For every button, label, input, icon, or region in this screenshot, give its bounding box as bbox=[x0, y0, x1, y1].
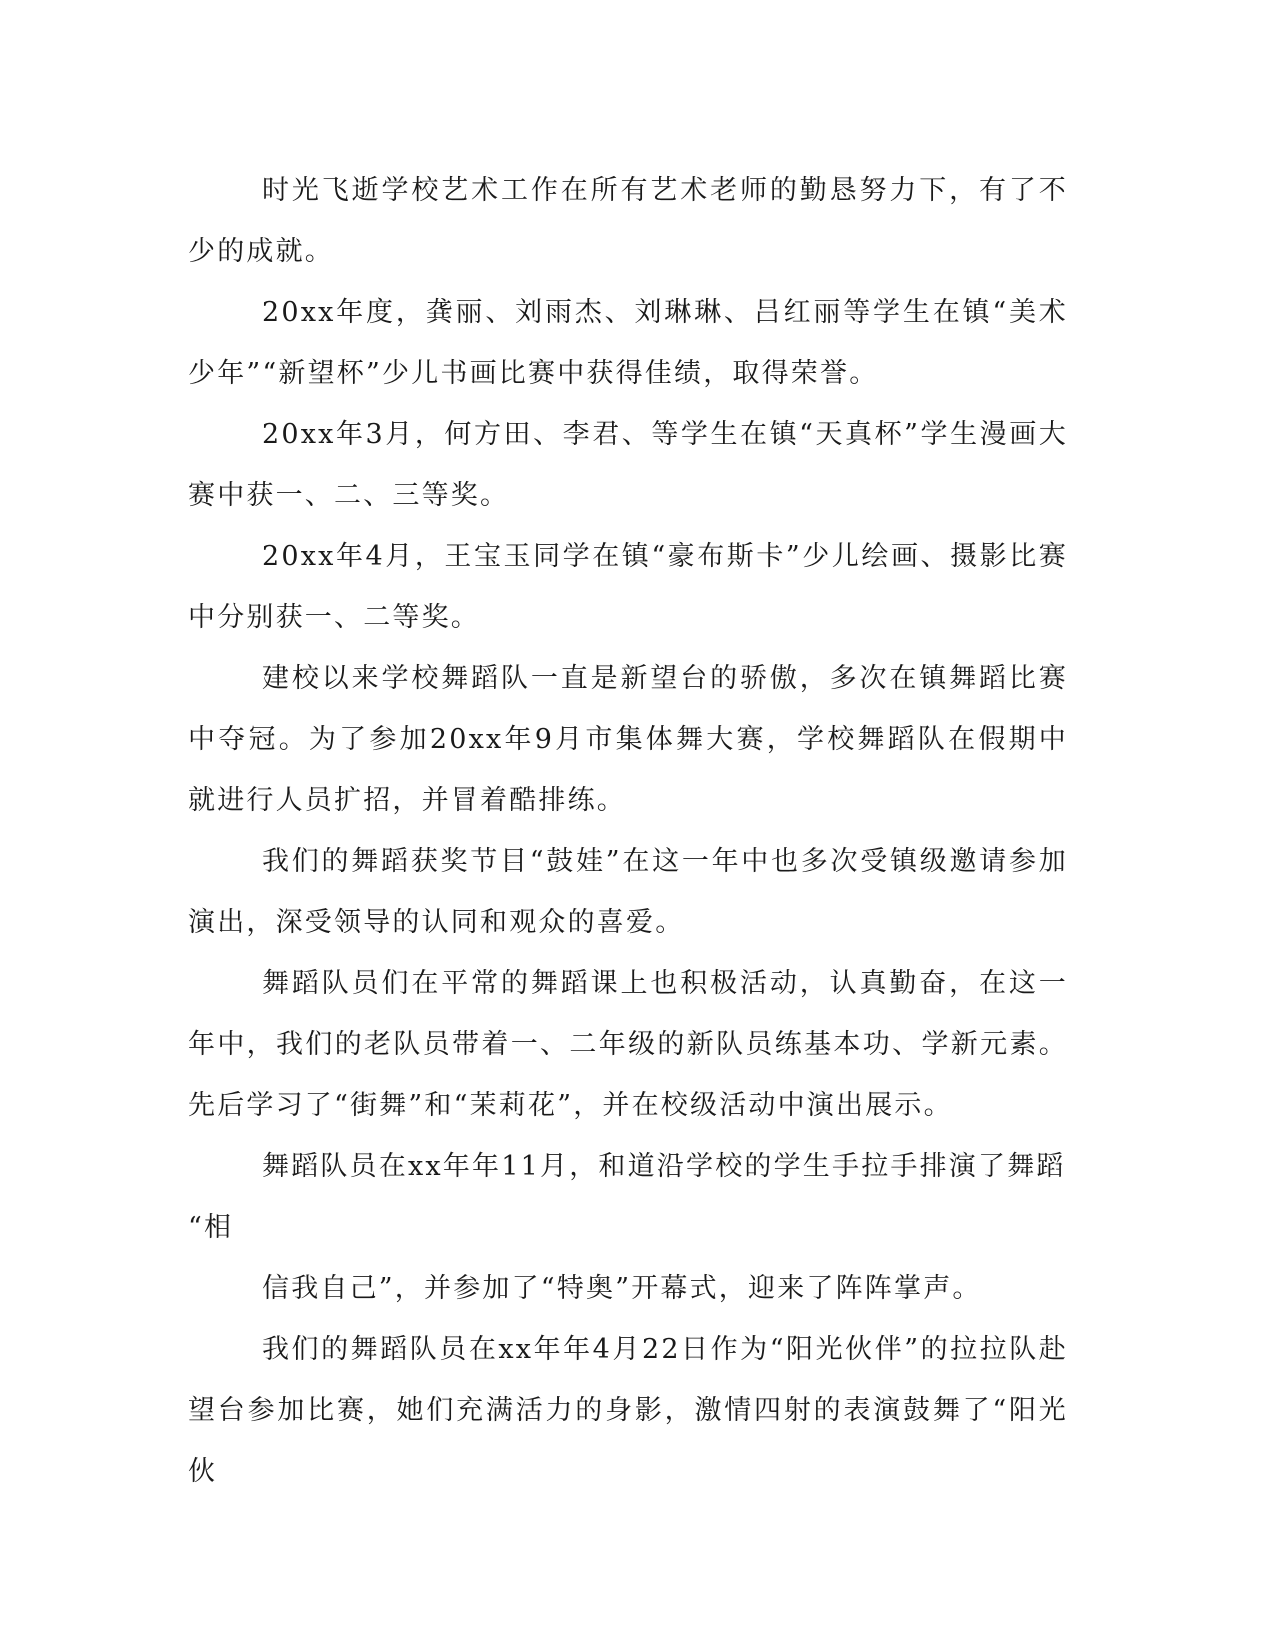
paragraph-2: 20xx年度，龚丽、刘雨杰、刘琳琳、吕红丽等学生在镇“美术少年”“新望杯”少儿书画比赛中获得佳绩，取得荣誉。 bbox=[188, 297, 1068, 389]
paragraph-10: 信我自己”，并参加了“特奥”开幕式，迎来了阵阵掌声。 bbox=[262, 1273, 982, 1304]
paragraph-9: “相 bbox=[188, 1212, 234, 1243]
document-body bbox=[188, 160, 1068, 1502]
paragraph-1: 时光飞逝学校艺术工作在所有艺术老师的勤恳努力下，有了不少的成就。 bbox=[188, 175, 1068, 267]
paragraph-4: 20xx年4月，王宝玉同学在镇“豪布斯卡”少儿绘画、摄影比赛中分别获一、二等奖。 bbox=[188, 541, 1068, 633]
paragraph-3: 20xx年3月，何方田、李君、等学生在镇“天真杯”学生漫画大赛中获一、二、三等奖。 bbox=[188, 419, 1068, 511]
paragraph-8: 舞蹈队员在xx年年11月，和道沿学校的学生手拉手排演了舞蹈 bbox=[262, 1151, 1066, 1182]
paragraph-5: 建校以来学校舞蹈队一直是新望台的骄傲，多次在镇舞蹈比赛中夺冠。为了参加20xx年9月市集体舞大赛，学校舞蹈队在假期中就进行人员扩招，并冒着酷排练。 bbox=[188, 663, 1068, 816]
paragraph-7: 舞蹈队员们在平常的舞蹈课上也积极活动，认真勤奋，在这一年中，我们的老队员带着一、二年级的新队员练基本功、学新元素。先后学习了“街舞”和“茉莉花”，并在校级活动中演出展示。 bbox=[188, 968, 1068, 1121]
paragraph-6: 我们的舞蹈获奖节目“鼓娃”在这一年中也多次受镇级邀请参加演出，深受领导的认同和观众的喜爱。 bbox=[188, 846, 1068, 938]
paragraph-11: 我们的舞蹈队员在xx年年4月22日作为“阳光伙伴”的拉拉队赴望台参加比赛，她们充满活力的身影，激情四射的表演鼓舞了“阳光伙 bbox=[188, 1334, 1068, 1487]
